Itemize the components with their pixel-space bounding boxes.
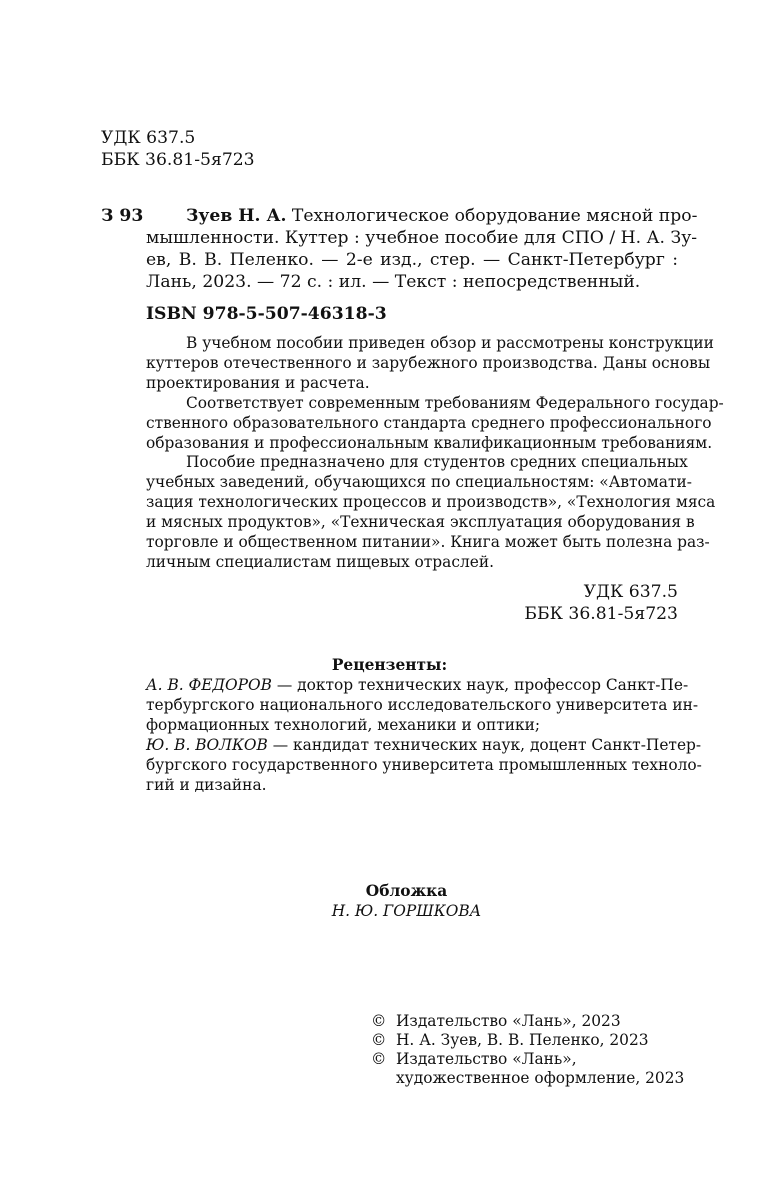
annotation-p3-line-2: учебных заведений, обучающихся по специальностям: «Автомати- — [146, 473, 692, 491]
cover-heading: Обложка — [365, 882, 448, 900]
isbn: ISBN 978-5-507-46318-3 — [146, 304, 387, 324]
annotation-p3-line-3: зация технологических процессов и производств», «Технология мяса — [146, 493, 716, 511]
bibliographic-record — [186, 205, 698, 227]
copyright-symbol-3: © — [371, 1050, 387, 1068]
copyright-line-3a: Издательство «Лань», — [396, 1050, 577, 1068]
reviewer-1-name: А. В. ФЕДОРОВ — [146, 676, 272, 694]
annotation-p2-line-2: ственного образовательного стандарта среднего профессионального — [146, 414, 712, 432]
annotation-p3-line-1: Пособие предназначено для студентов средних специальных — [186, 453, 688, 471]
annotation-p1-line-3: проектирования и расчета. — [146, 374, 370, 392]
reviewer-2-line-2: бургского государственного университета промышленных техноло- — [146, 756, 702, 774]
record-line-1: Зуев Н. А. Технологическое оборудование мясной про- — [186, 206, 698, 226]
record-line-3: ев, В. В. Пеленко. — 2-е изд., стер. — Санкт-Петербург : — [146, 250, 678, 270]
reviewer-1-line-2: тербургского национального исследовательского университета ин- — [146, 696, 699, 714]
annotation-p2-line-3: образования и профессиональным квалификационным требованиям. — [146, 434, 713, 452]
cover-designer: Н. Ю. ГОРШКОВА — [331, 902, 482, 920]
copyright-line-2: Н. А. Зуев, В. В. Пеленко, 2023 — [396, 1031, 649, 1049]
reviewer-2-name: Ю. В. ВОЛКОВ — [146, 736, 268, 754]
header-udk: УДК 637.5 — [101, 128, 196, 148]
footer-bbk: ББК 36.81-5я723 — [524, 604, 678, 624]
annotation-p3-line-5: торговле и общественном питании». Книга может быть полезна раз- — [146, 533, 710, 551]
copyright-symbol-2: © — [371, 1031, 387, 1049]
copyright-line-3b: художественное оформление, 2023 — [396, 1069, 685, 1087]
copyright-symbol-1: © — [371, 1012, 387, 1030]
annotation-p3-line-4: и мясных продуктов», «Техническая эксплуатация оборудования в — [146, 513, 695, 531]
record-line-4: Лань, 2023. — 72 с. : ил. — Текст : непосредственный. — [146, 272, 641, 292]
annotation-p1-line-2: куттеров отечественного и зарубежного производства. Даны основы — [146, 354, 711, 372]
record-line-2: мышленности. Куттер : учебное пособие для СПО / Н. А. Зу- — [146, 228, 698, 248]
record-author: Зуев Н. А. — [186, 206, 287, 226]
annotation-p2-line-1: Соответствует современным требованиям Федерального государ- — [186, 394, 724, 412]
reviewer-2-line-3: гий и дизайна. — [146, 776, 267, 794]
footer-udk: УДК 637.5 — [583, 582, 678, 602]
annotation-p1-line-1: В учебном пособии приведен обзор и рассмотрены конструкции — [186, 334, 714, 352]
author-mark: З 93 — [101, 206, 144, 226]
copyright-line-1: Издательство «Лань», 2023 — [396, 1012, 621, 1030]
reviewers-heading: Рецензенты: — [331, 656, 448, 674]
reviewer-2-line-1: Ю. В. ВОЛКОВ — кандидат технических наук, доцент Санкт-Петер- — [146, 736, 702, 754]
reviewer-1-line-1: А. В. ФЕДОРОВ — доктор технических наук, профессор Санкт-Пе- — [146, 676, 689, 694]
header-bbk: ББК 36.81-5я723 — [101, 150, 255, 170]
annotation-p3-line-6: личным специалистам пищевых отраслей. — [146, 553, 494, 571]
reviewer-1-line-3: формационных технологий, механики и оптики; — [146, 716, 541, 734]
